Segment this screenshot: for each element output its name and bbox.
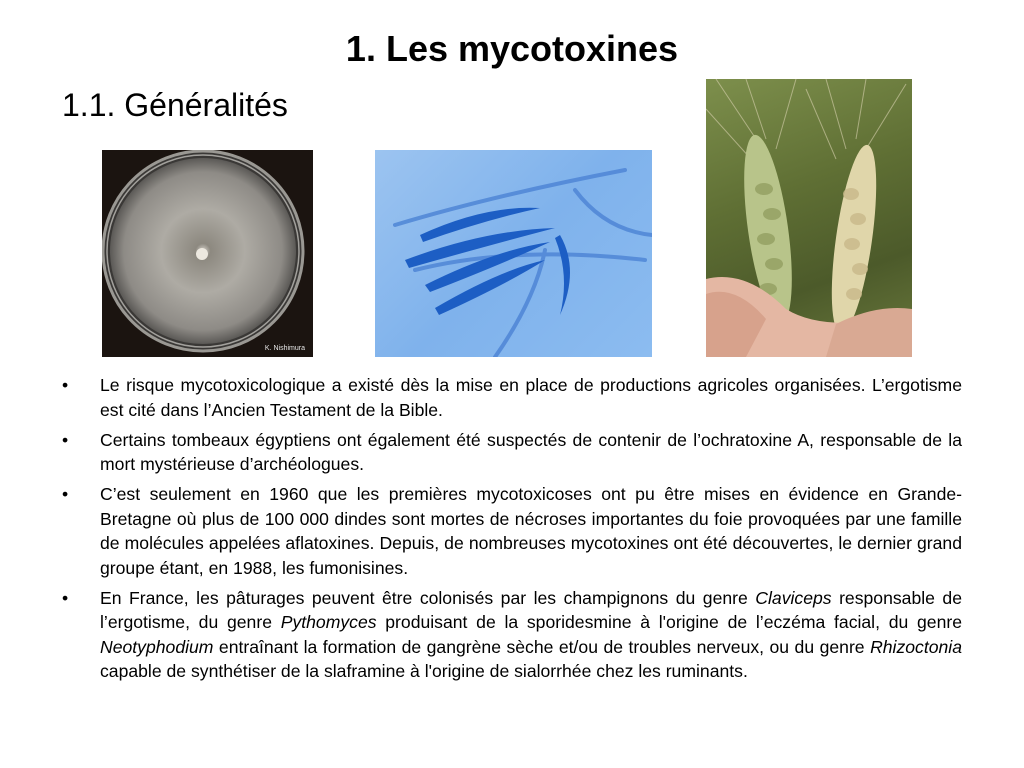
genus-name: Pythomyces xyxy=(280,612,377,632)
bullet-text: responsable de l’ergotisme, du genre xyxy=(100,587,962,632)
bullet-text: Certains tombeaux égyptiens ont également été suspectés de contenir de l’ochratoxine A, responsable de la mort mystérieuse d’archéologues. xyxy=(100,429,962,474)
slide-subtitle: 1.1. Généralités xyxy=(62,87,288,123)
bullet-text: entraînant la formation de gangrène sèche et/ou de troubles nerveux, ou du genre xyxy=(213,636,871,657)
bullet-text: En France, les pâturages peuvent être colonisés par les champignons du genre xyxy=(100,587,756,608)
bullet-text: C’est seulement en 1960 que les premières mycotoxicoses ont pu être mises en évidence en Grande-Bretagne où plus de 100 000 dindes sont mortes de nécroses importantes du foie provoquées par une famille de molécules appelées aflatoxines. Depuis, de nombreuses mycotoxines ont été découvertes, le dernier grand groupe étant, en 1988, les fumonisines. xyxy=(100,484,962,578)
bullet-marker: • xyxy=(62,587,69,608)
slide-title: 1. Les mycotoxines xyxy=(345,28,679,69)
photo-credit: K. Nishimura xyxy=(264,345,305,352)
bullet-item xyxy=(62,428,962,477)
bullet-item xyxy=(62,373,962,422)
genus-name: Neotyphodium xyxy=(100,636,214,657)
bullet-marker: • xyxy=(62,429,69,450)
bullet-marker: • xyxy=(62,375,69,395)
bullet-text: capable de synthétiser de la slaframine à l'origine de sialorrhée chez les ruminants. xyxy=(100,661,748,681)
genus-name: Claviceps xyxy=(755,587,832,608)
wheat-illustration xyxy=(706,79,912,357)
petri-dish-illustration xyxy=(102,150,313,357)
spores-micrograph xyxy=(375,150,652,357)
bullet-text: produisant de la sporidesmine à l'origine de l’eczéma facial, du genre xyxy=(376,612,963,632)
bullet-text: Le risque mycotoxicologique a existé dès la mise en place de productions agricoles organisées. L’ergotisme est cité dans l’Ancien Testament de la Bible. xyxy=(100,375,962,420)
bullet-list xyxy=(62,373,962,689)
bullet-item xyxy=(62,482,962,580)
spores-illustration xyxy=(375,150,652,357)
petri-dish-photo xyxy=(102,150,313,357)
wheat-ears-photo xyxy=(706,79,912,357)
bullet-item xyxy=(62,586,962,684)
genus-name: Rhizoctonia xyxy=(870,636,962,657)
bullet-marker: • xyxy=(62,484,69,504)
